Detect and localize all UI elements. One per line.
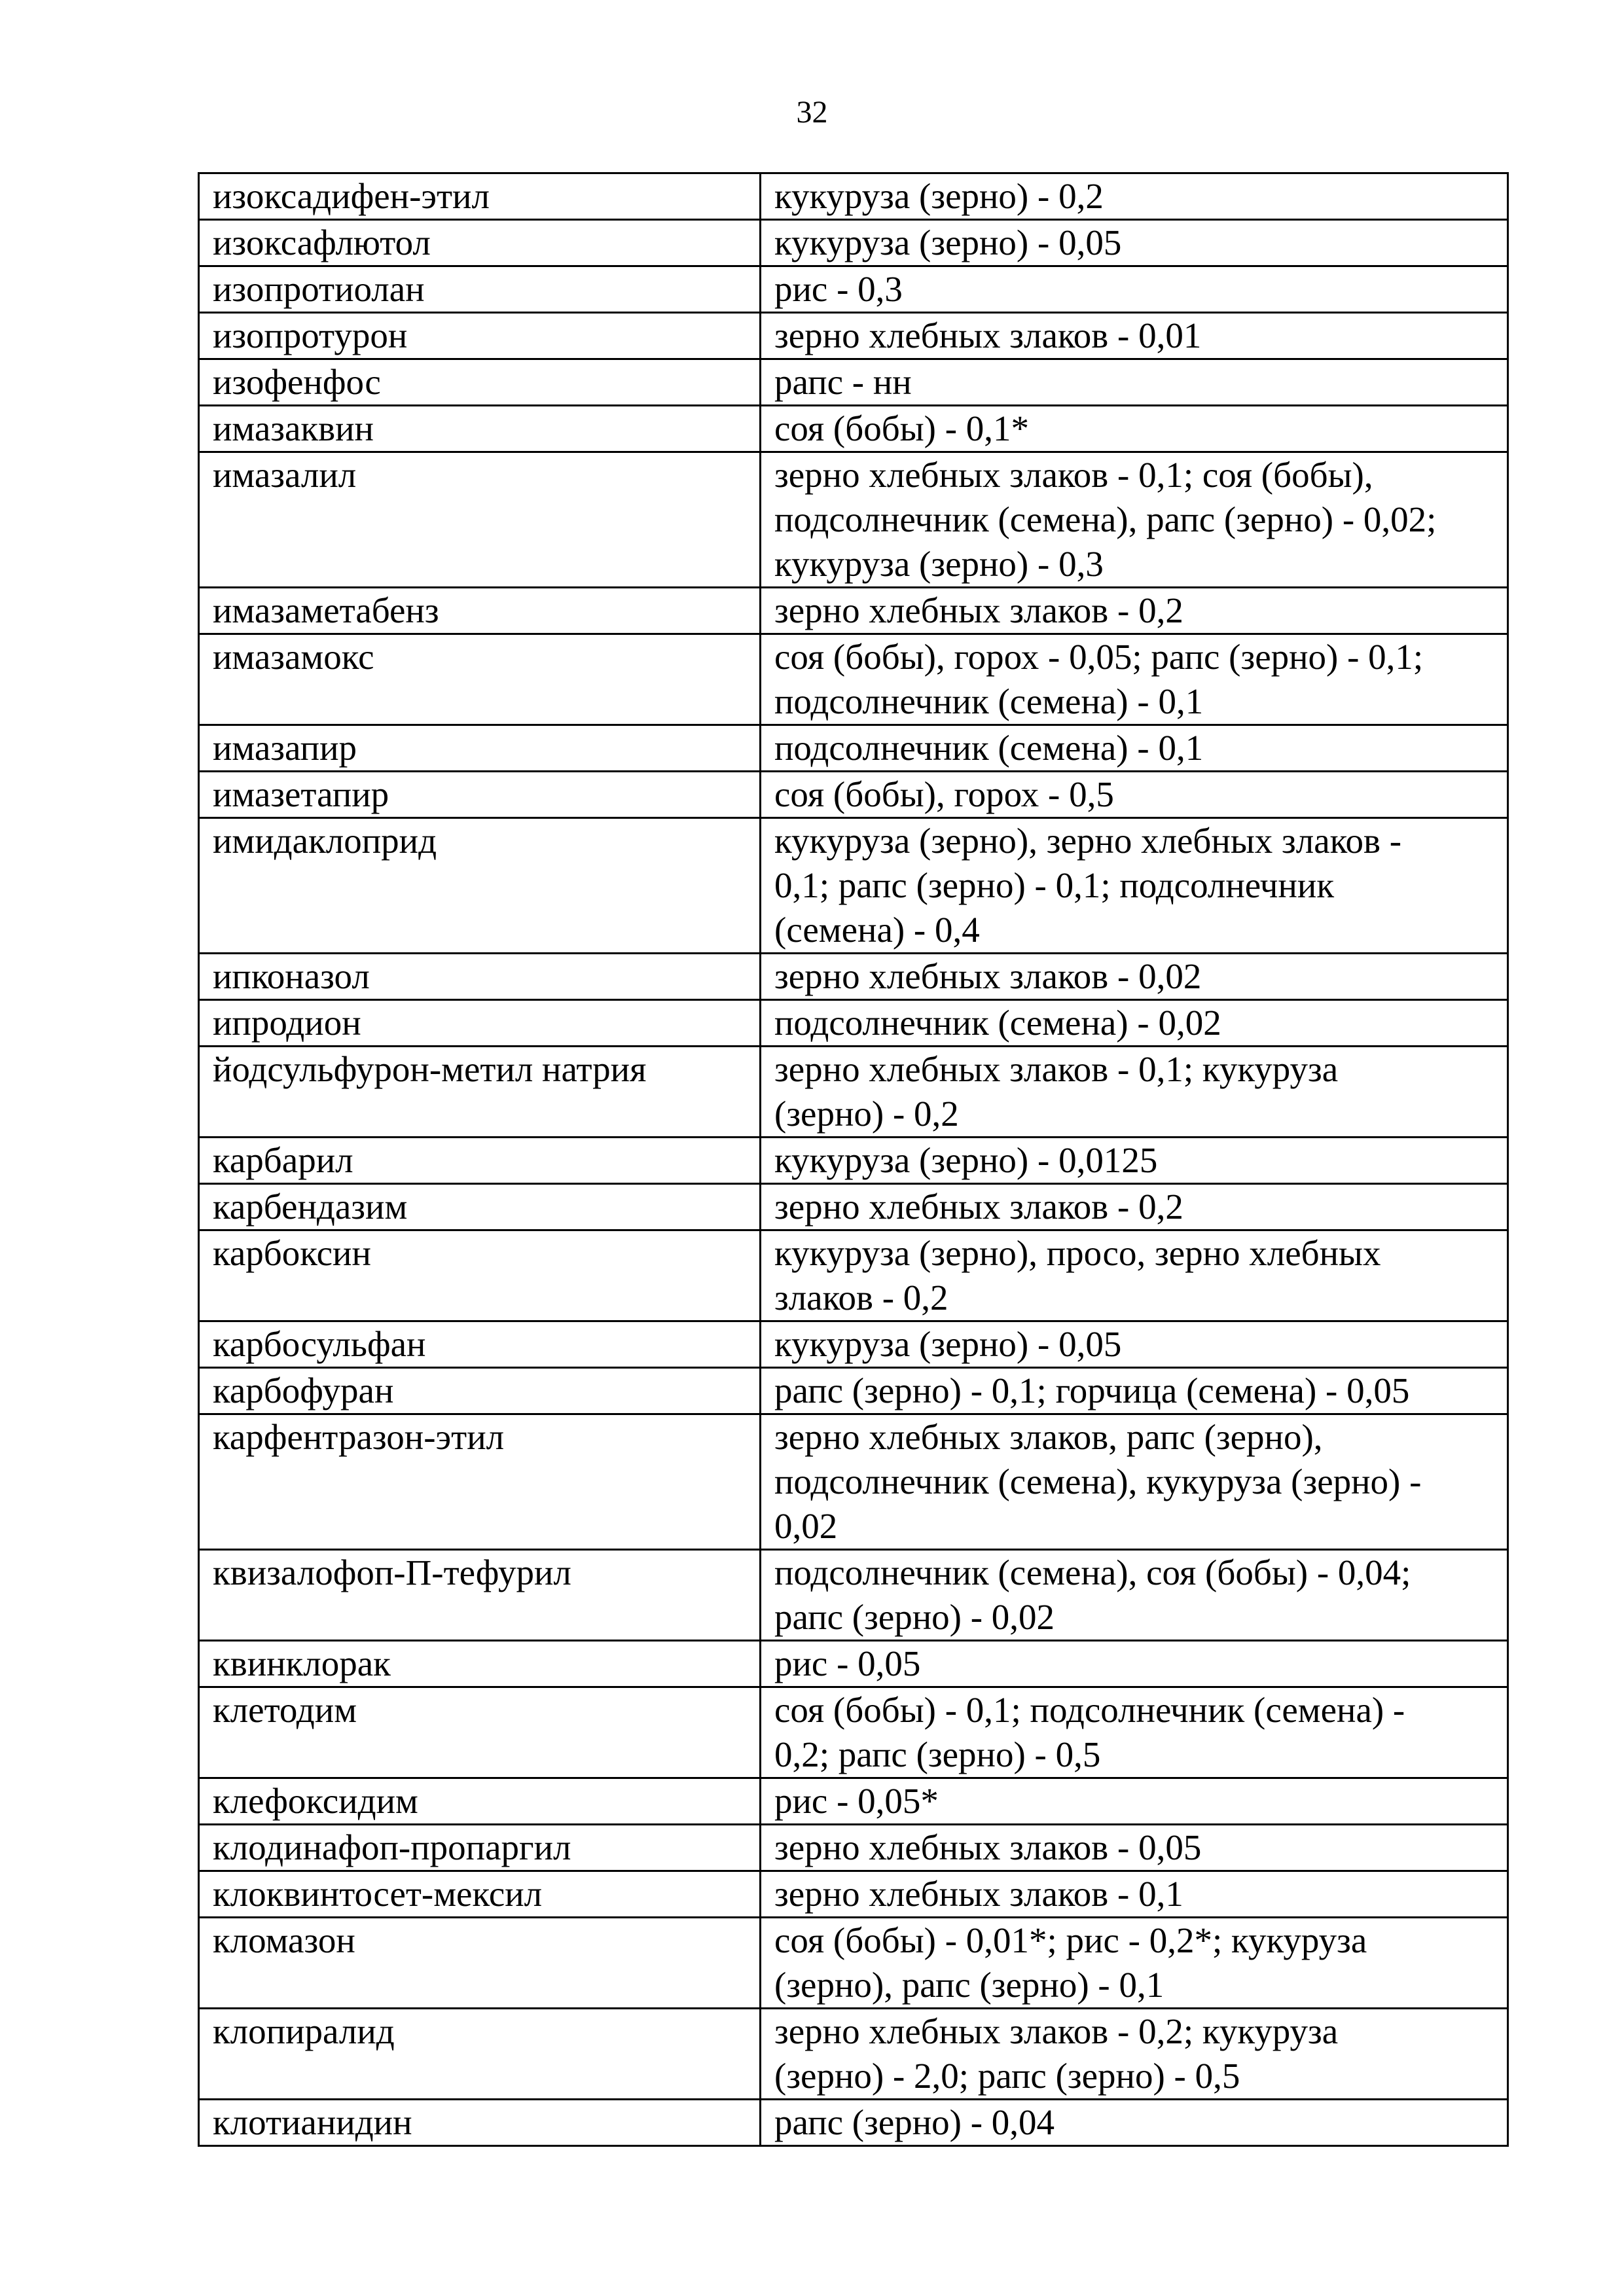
substance-cell: клоквинтосет-мексил (199, 1871, 761, 1918)
substance-cell: изопротурон (199, 313, 761, 359)
substance-cell: изопротиолан (199, 266, 761, 313)
table-row (199, 1641, 1508, 1687)
residue-limit-cell: подсолнечник (семена) - 0,1 (761, 725, 1508, 772)
residue-limit-cell: кукуруза (зерно), зерно хлебных злаков - 0,1; рапс (зерно) - 0,1; подсолнечник (семена) - 0,4 (761, 818, 1508, 954)
residue-limit-cell: зерно хлебных злаков - 0,2 (761, 588, 1508, 634)
residue-limit-cell: зерно хлебных злаков - 0,2 (761, 1184, 1508, 1230)
residue-limit-cell: рис - 0,3 (761, 266, 1508, 313)
residue-limit-cell: зерно хлебных злаков - 0,01 (761, 313, 1508, 359)
table-row (199, 313, 1508, 359)
residue-limit-cell: соя (бобы), горох - 0,5 (761, 772, 1508, 818)
residue-table-body (199, 173, 1508, 2146)
residue-limit-cell: кукуруза (зерно) - 0,0125 (761, 1138, 1508, 1184)
table-row (199, 173, 1508, 220)
residue-limit-cell: зерно хлебных злаков - 0,1 (761, 1871, 1508, 1918)
substance-cell: кломазон (199, 1918, 761, 2009)
table-row (199, 1138, 1508, 1184)
table-row (199, 634, 1508, 725)
residue-limit-cell: зерно хлебных злаков - 0,2; кукуруза (зерно) - 2,0; рапс (зерно) - 0,5 (761, 2009, 1508, 2100)
substance-cell: квинклорак (199, 1641, 761, 1687)
table-row (199, 588, 1508, 634)
table-row (199, 1778, 1508, 1825)
residue-limit-cell: соя (бобы), горох - 0,05; рапс (зерно) - 0,1; подсолнечник (семена) - 0,1 (761, 634, 1508, 725)
substance-cell: карбарил (199, 1138, 761, 1184)
substance-cell: йодсульфурон-метил натрия (199, 1047, 761, 1138)
table-row (199, 2100, 1508, 2146)
residue-limit-cell: соя (бобы) - 0,01*; рис - 0,2*; кукуруза (зерно), рапс (зерно) - 0,1 (761, 1918, 1508, 2009)
residue-limit-cell: кукуруза (зерно), просо, зерно хлебных злаков - 0,2 (761, 1230, 1508, 1321)
residue-limit-cell: соя (бобы) - 0,1; подсолнечник (семена) - 0,2; рапс (зерно) - 0,5 (761, 1687, 1508, 1778)
table-row (199, 1230, 1508, 1321)
table-row (199, 1414, 1508, 1550)
residue-limit-cell: рапс (зерно) - 0,1; горчица (семена) - 0,05 (761, 1368, 1508, 1414)
residue-limit-cell: соя (бобы) - 0,1* (761, 406, 1508, 452)
residue-limit-cell: зерно хлебных злаков - 0,02 (761, 954, 1508, 1000)
substance-cell: клопиралид (199, 2009, 761, 2100)
substance-cell: имазетапир (199, 772, 761, 818)
residue-limit-cell: подсолнечник (семена) - 0,02 (761, 1000, 1508, 1047)
table-row (199, 1000, 1508, 1047)
residue-limit-cell: кукуруза (зерно) - 0,2 (761, 173, 1508, 220)
substance-cell: карбофуран (199, 1368, 761, 1414)
residue-limit-cell: рапс - нн (761, 359, 1508, 406)
substance-cell: клодинафоп-пропаргил (199, 1825, 761, 1871)
table-row (199, 266, 1508, 313)
substance-cell: ипконазол (199, 954, 761, 1000)
table-row (199, 954, 1508, 1000)
residue-limit-cell: кукуруза (зерно) - 0,05 (761, 220, 1508, 266)
substance-cell: изофенфос (199, 359, 761, 406)
table-row (199, 1871, 1508, 1918)
substance-cell: изоксафлютол (199, 220, 761, 266)
table-row (199, 1687, 1508, 1778)
substance-cell: имазаметабенз (199, 588, 761, 634)
substance-cell: имазаквин (199, 406, 761, 452)
page-number: 32 (796, 95, 828, 130)
residue-table (198, 172, 1509, 2147)
table-row (199, 359, 1508, 406)
residue-limit-cell: зерно хлебных злаков - 0,1; соя (бобы), подсолнечник (семена), рапс (зерно) - 0,02; кукуруза (зерно) - 0,3 (761, 452, 1508, 588)
substance-cell: имазапир (199, 725, 761, 772)
substance-cell: имазалил (199, 452, 761, 588)
table-row (199, 818, 1508, 954)
substance-cell: клотианидин (199, 2100, 761, 2146)
table-row (199, 1918, 1508, 2009)
substance-cell: клетодим (199, 1687, 761, 1778)
substance-cell: квизалофоп-П-тефурил (199, 1550, 761, 1641)
substance-cell: карфентразон-этил (199, 1414, 761, 1550)
residue-limit-cell: рапс (зерно) - 0,04 (761, 2100, 1508, 2146)
residue-limit-cell: кукуруза (зерно) - 0,05 (761, 1321, 1508, 1368)
substance-cell: имазамокс (199, 634, 761, 725)
residue-limit-cell: зерно хлебных злаков - 0,1; кукуруза (зерно) - 0,2 (761, 1047, 1508, 1138)
table-row (199, 452, 1508, 588)
residue-limit-cell: зерно хлебных злаков, рапс (зерно), подсолнечник (семена), кукуруза (зерно) - 0,02 (761, 1414, 1508, 1550)
table-row (199, 1550, 1508, 1641)
substance-cell: клефоксидим (199, 1778, 761, 1825)
substance-cell: имидаклоприд (199, 818, 761, 954)
table-row (199, 1368, 1508, 1414)
substance-cell: ипродион (199, 1000, 761, 1047)
table-row (199, 1825, 1508, 1871)
substance-cell: карбоксин (199, 1230, 761, 1321)
table-row (199, 725, 1508, 772)
residue-limit-cell: рис - 0,05 (761, 1641, 1508, 1687)
residue-limit-cell: подсолнечник (семена), соя (бобы) - 0,04; рапс (зерно) - 0,02 (761, 1550, 1508, 1641)
substance-cell: карбендазим (199, 1184, 761, 1230)
table-row (199, 2009, 1508, 2100)
table-row (199, 1184, 1508, 1230)
substance-cell: карбосульфан (199, 1321, 761, 1368)
table-row (199, 1047, 1508, 1138)
table-row (199, 220, 1508, 266)
residue-limit-cell: зерно хлебных злаков - 0,05 (761, 1825, 1508, 1871)
substance-cell: изоксадифен-этил (199, 173, 761, 220)
residue-limit-cell: рис - 0,05* (761, 1778, 1508, 1825)
table-row (199, 1321, 1508, 1368)
table-row (199, 406, 1508, 452)
table-row (199, 772, 1508, 818)
